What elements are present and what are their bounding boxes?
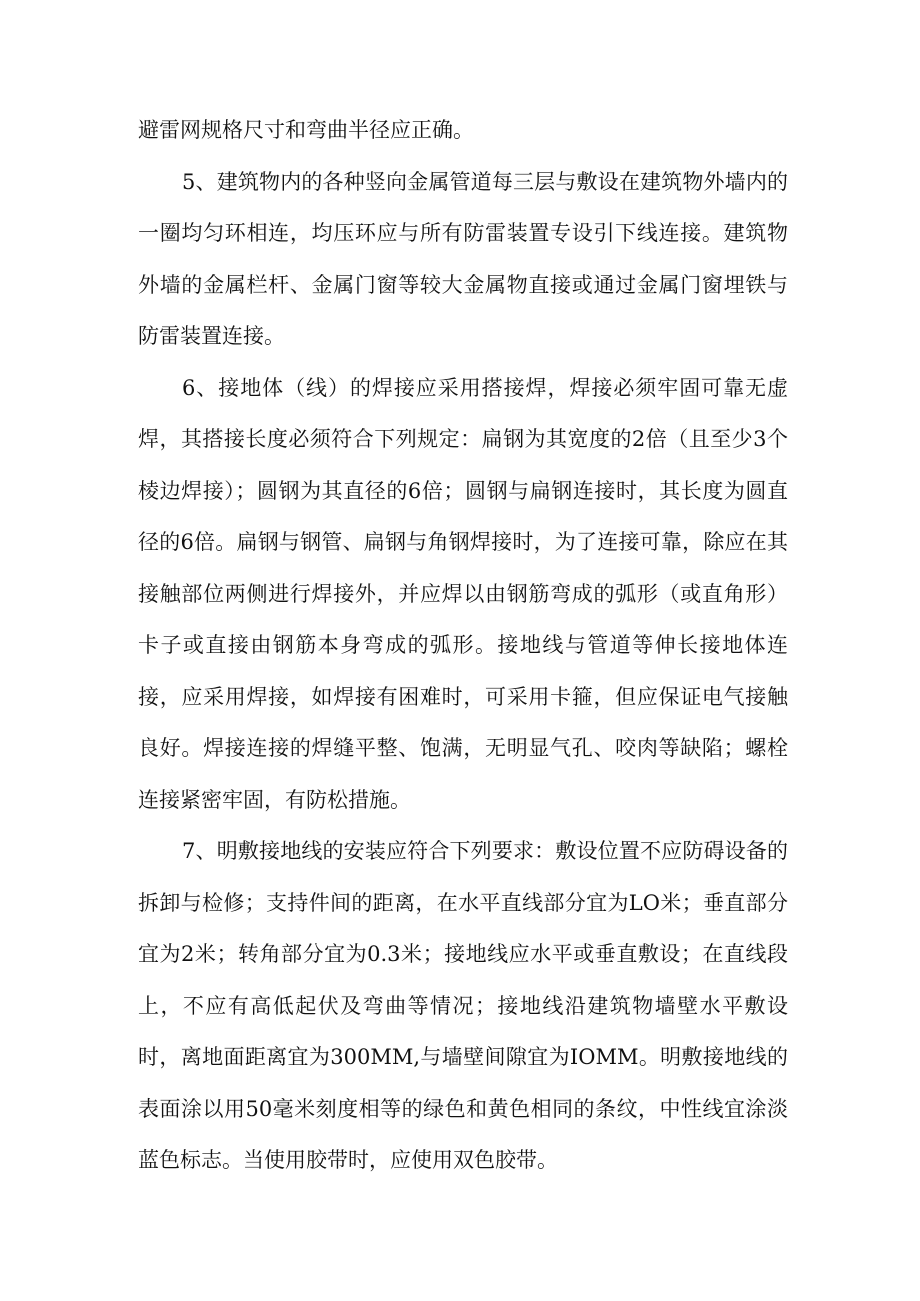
- document-body: [138, 105, 788, 1187]
- paragraph-item-5: 5、建筑物内的各种竖向金属管道每三层与敷设在建筑物外墙内的一圈均匀环相连，均压环应与所有防雷装置专设引下线连接。建筑物外墙的金属栏杆、金属门窗等较大金属物直接或通过金属门窗埋铁与防雷装置连接。: [138, 169, 788, 348]
- paragraph-continuation: 避雷网规格尺寸和弯曲半径应正确。: [138, 118, 474, 142]
- paragraph-item-6: 6、接地体（线）的焊接应采用搭接焊，焊接必须牢固可靠无虚焊，其搭接长度必须符合下列规定：扁钢为其宽度的2倍（且至少3个棱边焊接）；圆钢为其直径的6倍；圆钢与扁钢连接时，其长度为圆直径的6倍。扁钢与钢管、扁钢与角钢焊接时，为了连接可靠，除应在其接触部位两侧进行焊接外，并应焊以由钢筋弯成的弧形（或直角形）卡子或直接由钢筋本身弯成的弧形。接地线与管道等伸长接地体连接，应采用焊接，如焊接有困难时，可采用卡箍，但应保证电气接触良好。焊接连接的焊缝平整、饱满，无明显气孔、咬肉等缺陷；螺栓连接紧密牢固，有防松措施。: [138, 375, 788, 812]
- paragraph-item-7: 7、明敷接地线的安装应符合下列要求：敷设位置不应防碍设备的拆卸与检修；支持件间的距离，在水平直线部分宜为LO米；垂直部分宜为2米；转角部分宜为0.3米；接地线应水平或垂直敷设；在直线段上，不应有高低起伏及弯曲等情况；接地线沿建筑物墙壁水平敷设时，离地面距离宜为300MM,与墙壁间隙宜为IOMM。明敷接地线的表面涂以用50毫米刻度相等的绿色和黄色相同的条纹，中性线宜涂淡蓝色标志。当使用胶带时，应使用双色胶带。: [138, 839, 788, 1172]
